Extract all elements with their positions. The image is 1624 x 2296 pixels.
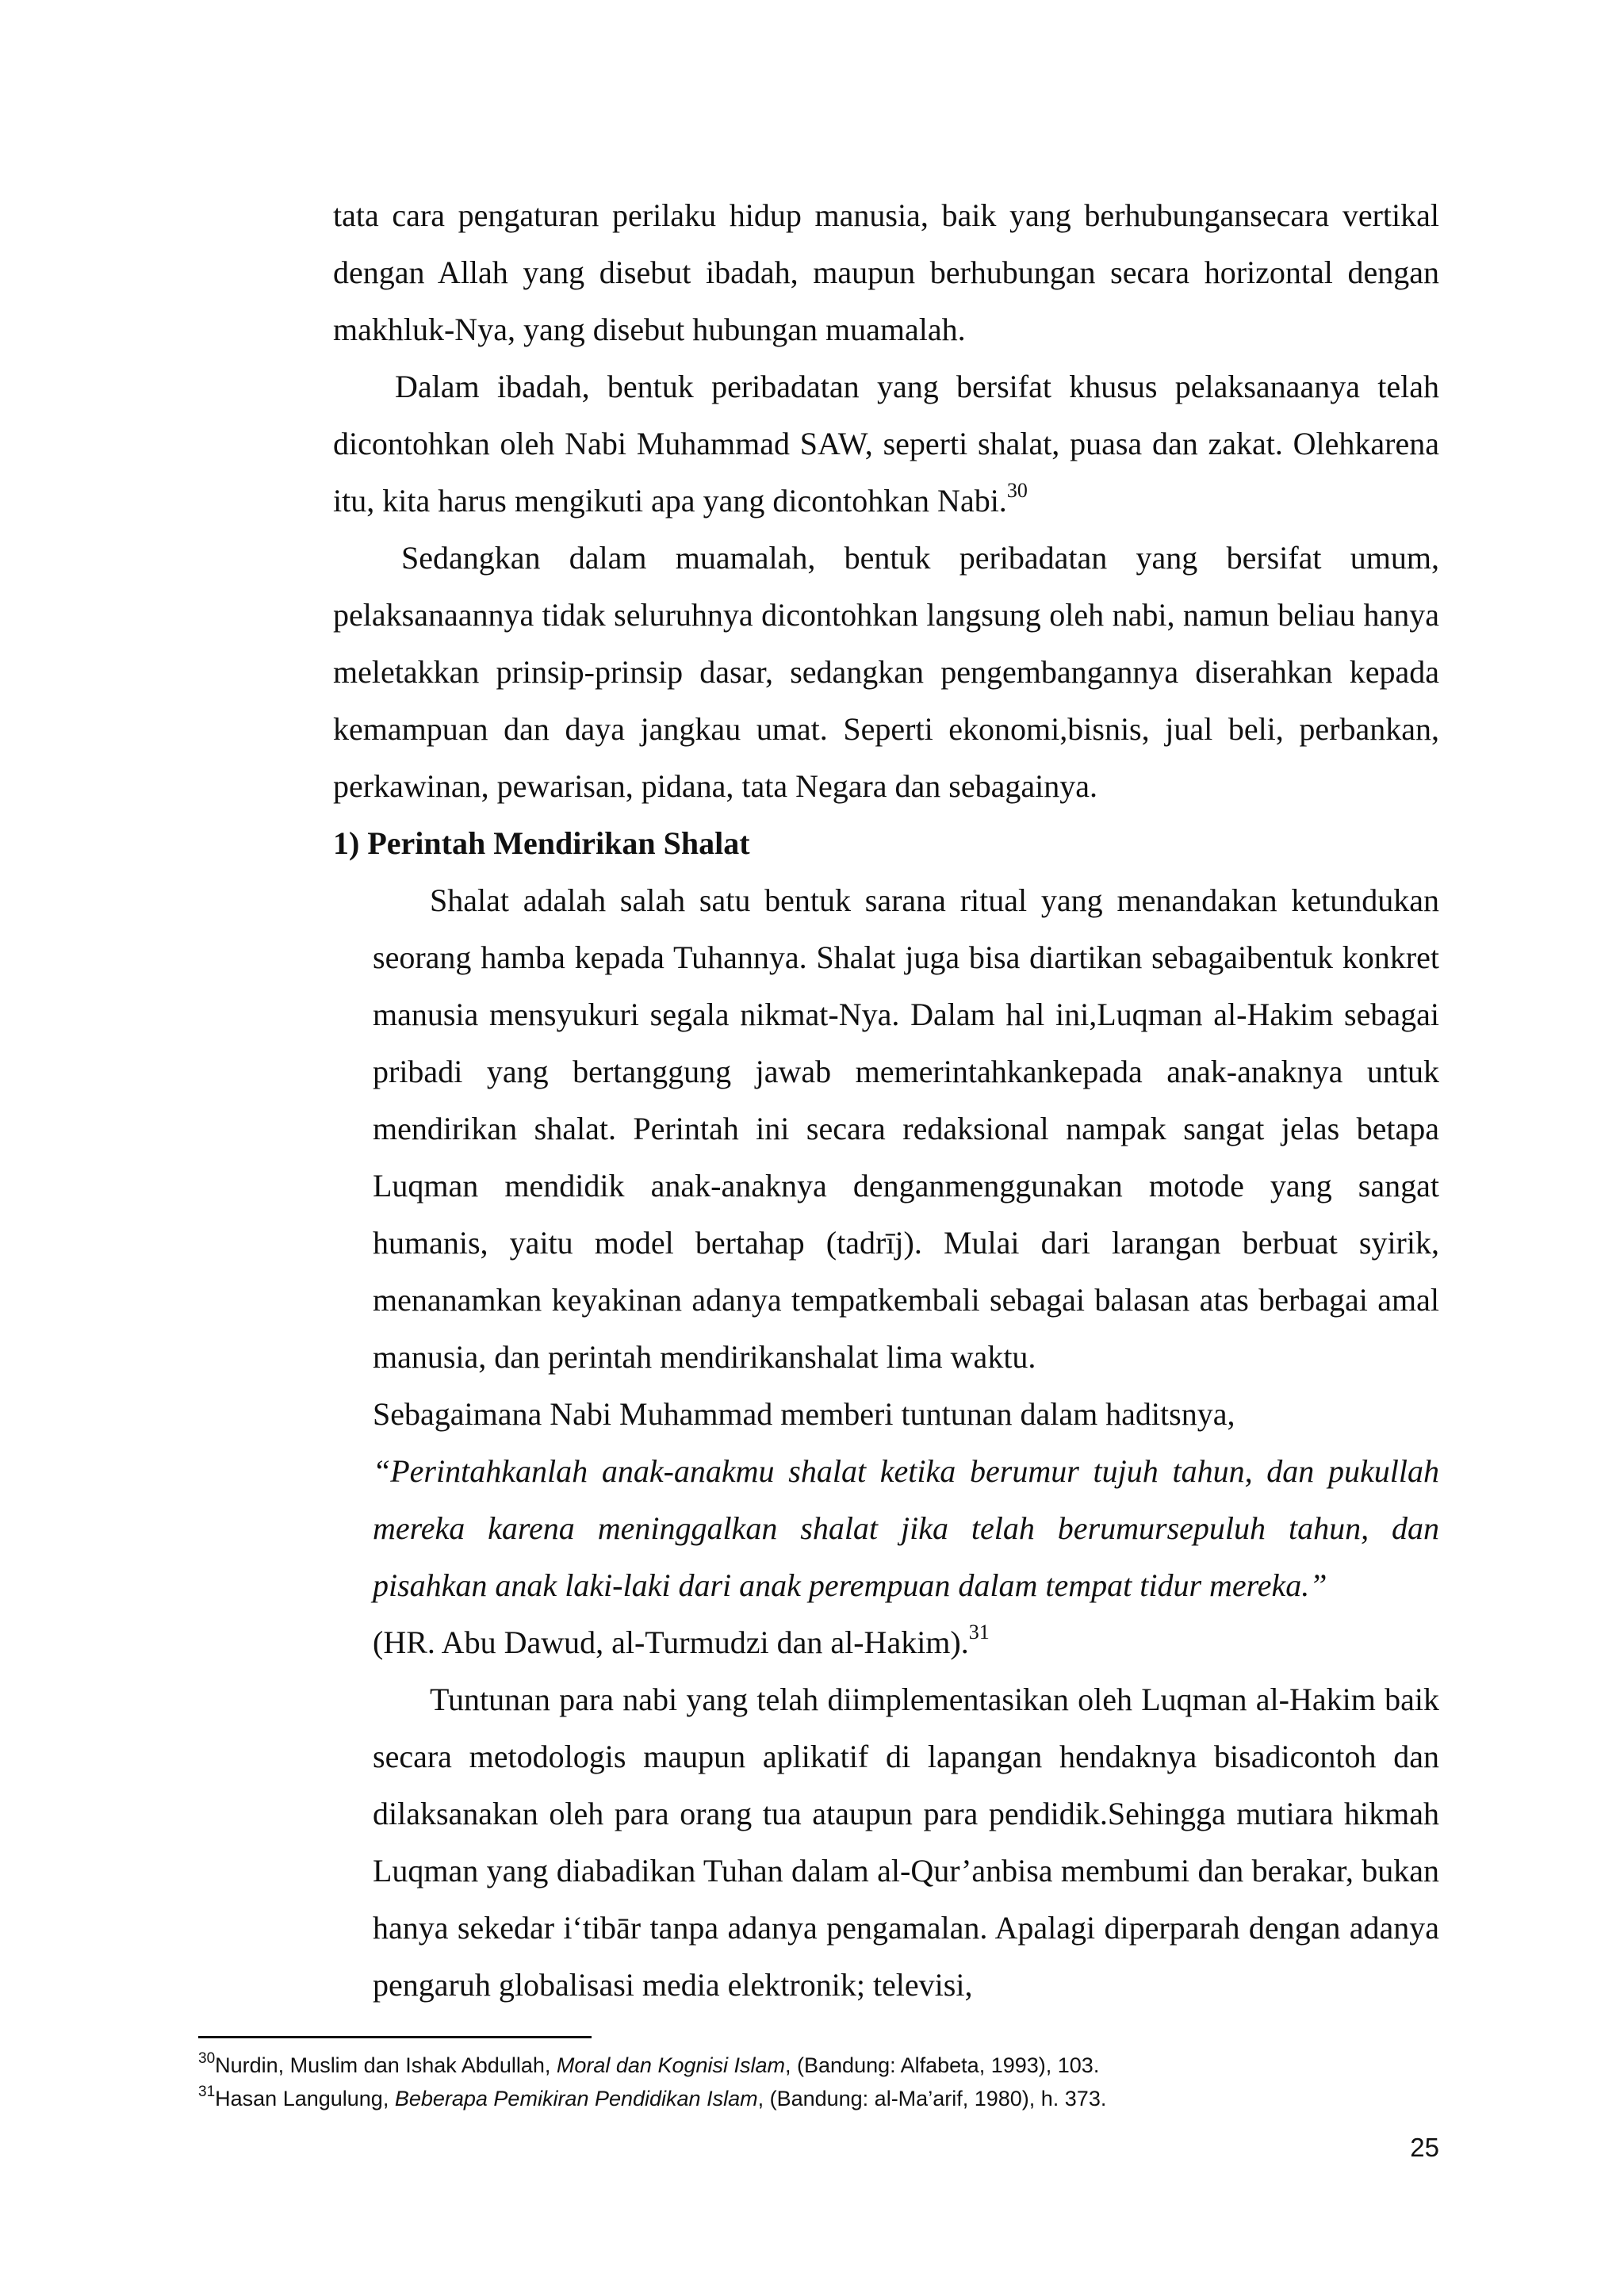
page-number: 25 bbox=[1410, 2133, 1439, 2162]
paragraph-text: Tuntunan para nabi yang telah diimplementasikan oleh Luqman al-Hakim baik secara metodologis maupun aplikatif di lapangan hendaknya bisadicontoh dan dilaksanakan oleh para orang tua ataupun para pendidik.Sehingga mutiara hikmah Luqman yang diabadikan Tuhan dalam al-Qur’anbisa membumi dan berakar, bukan hanya sekedar i‘tibār tanpa adanya pengamalan. Apalagi diperparah dengan adanya pengaruh globalisasi media elektronik; televisi, bbox=[373, 1682, 1439, 2003]
hadith-quote: “Perintahkanlah anak-anakmu shalat ketika berumur tujuh tahun, dan pukullah mereka karena meninggalkan shalat jika telah berumursepuluh tahun, dan pisahkan anak laki-laki dari anak perempuan dalam tempat tidur mereka.” bbox=[373, 1453, 1439, 1603]
paragraph-text: Dalam ibadah, bentuk peribadatan yang bersifat khusus pelaksanaanya telah dicontohkan oleh Nabi Muhammad SAW, seperti shalat, puasa dan zakat. Olehkarena itu, kita harus mengikuti apa yang dicontohkan Nabi. bbox=[333, 369, 1439, 519]
footnote-author: Hasan Langulung, bbox=[215, 2087, 395, 2110]
footnote-number: 30 bbox=[198, 2050, 216, 2067]
paragraph-tuntunan bbox=[373, 1671, 1439, 2014]
footnote-ref: 31 bbox=[968, 1620, 990, 1644]
paragraph-shalat bbox=[373, 872, 1439, 1386]
hadith-intro: Sebagaimana Nabi Muhammad memberi tuntunan dalam haditsnya, bbox=[373, 1396, 1235, 1432]
hadith-citation bbox=[373, 1614, 1439, 1671]
paragraph-text: Sedangkan dalam muamalah, bentuk peribadatan yang bersifat umum, pelaksanaannya tidak seluruhnya dicontohkan langsung oleh nabi, namun beliau hanya meletakkan prinsip-prinsip dasar, sedangkan pengembangannya diserahkan kepada kemampuan dan daya jangkau umat. Seperti ekonomi,bisnis, jual beli, perbankan, perkawinan, pewarisan, pidana, tata Negara dan sebagainya. bbox=[333, 540, 1439, 804]
footnote-31 bbox=[198, 2082, 1439, 2115]
footnote-title: Beberapa Pemikiran Pendidikan Islam bbox=[394, 2087, 758, 2110]
paragraph-text: Shalat adalah salah satu bentuk sarana ritual yang menandakan ketundukan seorang hamba kepada Tuhannya. Shalat juga bisa diartikan sebagaibentuk konkret manusia mensyukuri segala nikmat-Nya. Dalam hal ini,Luqman al-Hakim sebagai pribadi yang bertanggung jawab memerintahkankepada anak-anaknya untuk mendirikan shalat. Perintah ini secara redaksional nampak sangat jelas betapa Luqman mendidik anak-anaknya denganmenggunakan motode yang sangat humanis, yaitu model bertahap (tadrīj). Mulai dari larangan berbuat syirik, menanamkan keyakinan adanya tempatkembali sebagai balasan atas berbagai amal manusia, dan perintah mendirikanshalat lima waktu. bbox=[373, 882, 1439, 1375]
footnote-title: Moral dan Kognisi Islam bbox=[556, 2053, 786, 2077]
footnote-publication: , (Bandung: al-Ma’arif, 1980), h. 373. bbox=[757, 2087, 1107, 2110]
footnote-author: Nurdin, Muslim dan Ishak Abdullah, bbox=[215, 2053, 557, 2077]
paragraph-ibadah bbox=[333, 358, 1439, 530]
footnote-ref: 30 bbox=[1006, 478, 1028, 502]
citation-text: (HR. Abu Dawud, al-Turmudzi dan al-Hakim). bbox=[373, 1624, 969, 1660]
footnote-separator bbox=[198, 2036, 592, 2038]
footnote-number: 31 bbox=[198, 2084, 216, 2100]
paragraph-continuation bbox=[333, 187, 1439, 358]
paragraph-muamalah bbox=[333, 530, 1439, 815]
footnote-publication: , (Bandung: Alfabeta, 1993), 103. bbox=[785, 2053, 1100, 2077]
footnotes bbox=[198, 2049, 1439, 2115]
footnote-30 bbox=[198, 2049, 1439, 2082]
section-body bbox=[373, 872, 1439, 2014]
paragraph-text: tata cara pengaturan perilaku hidup manusia, baik yang berhubungansecara vertikal dengan Allah yang disebut ibadah, maupun berhubungan secara horizontal dengan makhluk-Nya, yang disebut hubungan muamalah. bbox=[333, 197, 1439, 347]
section-heading: 1) Perintah Mendirikan Shalat bbox=[333, 825, 750, 861]
main-text bbox=[333, 187, 1439, 2014]
